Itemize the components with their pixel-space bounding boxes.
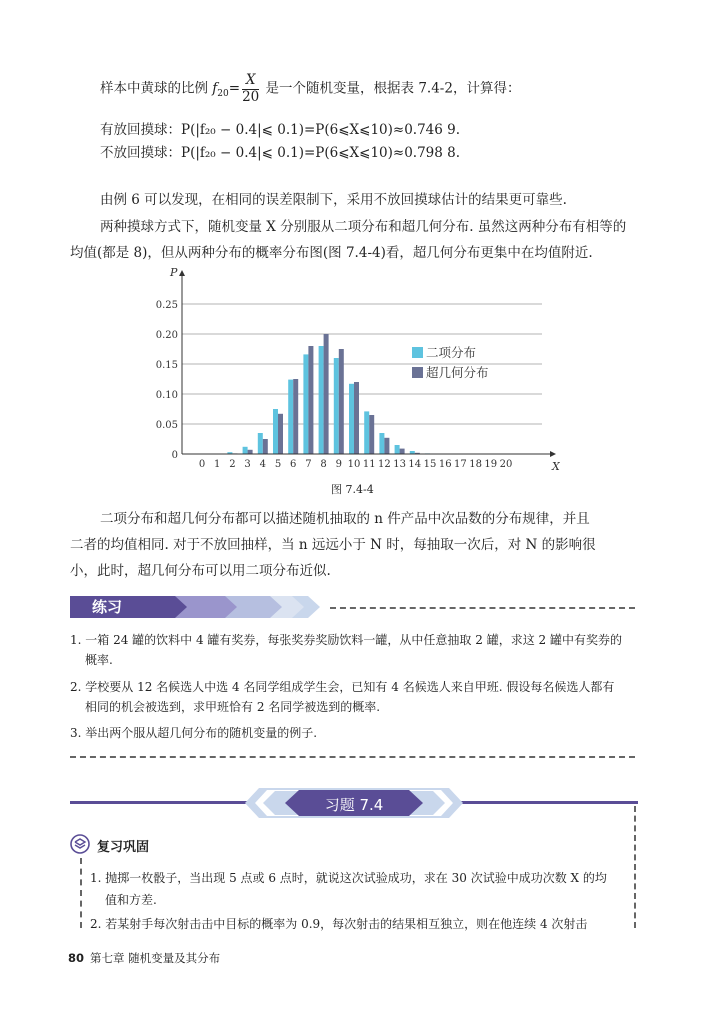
x-tick-label: 9: [335, 459, 342, 470]
exercise-item-1: [70, 630, 622, 670]
x-tick-label: 8: [320, 459, 327, 470]
bar-binomial: [364, 411, 369, 454]
bar-hypergeometric: [248, 450, 253, 454]
para2-line3: 均值(都是 8)，但从两种分布的概率分布图(图 7.4-4)看，超几何分布更集中在均值附近.: [70, 245, 593, 261]
para2-line2: 两种摸球方式下，随机变量 X 分别服从二项分布和超几何分布. 虽然这两种分布有相等的: [100, 219, 627, 235]
fraction-numerator: X: [242, 74, 259, 90]
y-tick-label: 0.25: [155, 300, 178, 311]
figure-caption: 图 7.4-4: [331, 483, 374, 496]
review-left-dash: [80, 858, 82, 928]
exercise-bottom-divider: [70, 756, 635, 758]
bar-hypergeometric: [400, 449, 405, 454]
x-tick-label: 4: [259, 459, 266, 470]
x-tick-label: 11: [362, 459, 376, 470]
exercise-item-1-line2: 概率.: [85, 653, 113, 667]
x-tick-label: 17: [454, 459, 467, 470]
bar-binomial: [379, 433, 384, 454]
fraction: [242, 74, 259, 104]
bar-binomial: [243, 447, 248, 454]
bar-hypergeometric: [384, 438, 389, 454]
x-tick-label: 15: [423, 459, 437, 470]
f-symbol: f: [212, 80, 218, 97]
para3-line2: 二者的均值相同. 对于不放回抽样，当 n 远远小于 N 时，每抽取一次后，对 N 的影响很: [70, 537, 596, 553]
review-item-1: [90, 867, 607, 911]
x-tick-label: 14: [408, 459, 422, 470]
bar-hypergeometric: [339, 349, 344, 454]
bar-binomial: [288, 380, 293, 454]
review-layers-icon: [70, 834, 90, 854]
review-item-2: [90, 913, 587, 935]
review-item-2-line1: 2. 若某射手每次射击击中目标的概率为 0.9，每次射击的结果相互独立，则在他连续 4 次射击: [90, 917, 588, 931]
exercise-item-2-line1: 2. 学校要从 12 名候选人中选 4 名同学组成学生会，已知有 4 名候选人来自甲班. 假设每名候选人都有: [70, 680, 615, 694]
para3-line3: 小，此时，超几何分布可以用二项分布近似.: [70, 563, 331, 579]
bar-binomial: [349, 384, 354, 454]
review-right-dash: [634, 806, 636, 928]
exercise-title: 练习: [92, 598, 123, 616]
bar-hypergeometric: [369, 415, 374, 454]
legend-swatch: [412, 367, 423, 378]
y-tick-label: 0.05: [155, 420, 178, 431]
bar-binomial: [258, 433, 263, 454]
exercise-item-3: [70, 723, 317, 743]
para2-line1: 由例 6 可以发现，在相同的误差限制下，采用不放回摸球估计的结果更可靠些.: [100, 192, 567, 208]
x-tick-label: 3: [244, 459, 251, 470]
y-tick-label: 0: [171, 450, 178, 461]
exercise-item-3-line1: 3. 举出两个服从超几何分布的随机变量的例子.: [70, 726, 318, 740]
x-axis-arrow: [550, 451, 556, 457]
bar-binomial: [395, 445, 400, 454]
x-axis-label: X: [552, 460, 560, 472]
x-tick-label: 12: [378, 459, 391, 470]
with-replacement-result: 有放回摸球：P(|f₂₀ − 0.4|⩽ 0.1)=P(6⩽X⩽10)≈0.746 9.: [100, 122, 461, 138]
y-tick-label: 0.20: [155, 330, 178, 341]
bar-hypergeometric: [263, 439, 268, 454]
x-tick-label: 19: [484, 459, 498, 470]
x-tick-label: 20: [499, 459, 513, 470]
x-tick-label: 2: [229, 459, 236, 470]
y-tick-label: 0.15: [155, 360, 178, 371]
x-tick-label: 18: [469, 459, 482, 470]
problem-set-title: 习题 7.4: [324, 796, 384, 814]
legend-swatch: [412, 347, 423, 358]
review-item-1-line1: 1. 抛掷一枚骰子，当出现 5 点或 6 点时，就说这次试验成功，求在 30 次试验中成功次数 X 的均: [90, 871, 607, 885]
para3-line1: 二项分布和超几何分布都可以描述随机抽取的 n 件产品中次品数的分布规律，并且: [100, 511, 590, 527]
y-tick-label: 0.10: [155, 390, 178, 401]
x-tick-label: 7: [305, 459, 312, 470]
exercise-dash-divider: [330, 607, 635, 609]
x-tick-label: 1: [214, 459, 221, 470]
sample-ratio-text-post: 是一个随机变量，根据表 7.4-2，计算得：: [261, 80, 521, 97]
exercise-item-2-line2: 相同的机会被选到，求甲班恰有 2 名同学被选到的概率.: [85, 700, 381, 714]
x-tick-label: 0: [198, 459, 206, 470]
legend-label: 超几何分布: [426, 365, 489, 380]
sample-ratio-line: [100, 74, 520, 104]
page-footer: [68, 950, 220, 966]
x-tick-label: 6: [290, 459, 297, 470]
bar-hypergeometric: [278, 414, 283, 454]
x-tick-label: 10: [347, 459, 361, 470]
bar-hypergeometric: [308, 346, 313, 454]
exercise-item-2: [70, 677, 614, 717]
f-subscript: 20: [217, 88, 229, 99]
y-axis-label: P: [170, 266, 178, 279]
x-tick-label: 5: [274, 459, 282, 470]
bar-binomial: [319, 346, 324, 454]
review-item-1-line2: 值和方差.: [105, 893, 157, 907]
bar-hypergeometric: [293, 379, 298, 454]
equals-sign: =: [228, 80, 241, 97]
y-axis-arrow: [179, 270, 185, 276]
legend-label: 二项分布: [426, 345, 477, 360]
bar-hypergeometric: [324, 334, 329, 454]
bar-binomial: [303, 354, 308, 454]
bar-hypergeometric: [354, 382, 359, 454]
probability-distribution-chart: [150, 262, 560, 472]
bar-binomial: [334, 358, 339, 454]
page-number: 80: [68, 951, 85, 965]
sample-ratio-text: 样本中黄球的比例: [100, 80, 213, 97]
review-section-title: 复习巩固: [97, 840, 150, 855]
x-tick-label: 13: [393, 459, 406, 470]
exercise-item-1-line1: 1. 一箱 24 罐的饮料中 4 罐有奖券，每张奖券奖励饮料一罐，从中任意抽取 2 罐，求这 2 罐中有奖券的: [70, 633, 622, 647]
bar-binomial: [273, 409, 278, 454]
x-tick-label: 16: [438, 459, 452, 470]
without-replacement-result: 不放回摸球：P(|f₂₀ − 0.4|⩽ 0.1)=P(6⩽X⩽10)≈0.798 8.: [100, 145, 461, 161]
chapter-title: 第七章 随机变量及其分布: [90, 951, 221, 965]
fraction-denominator: 20: [242, 88, 260, 105]
